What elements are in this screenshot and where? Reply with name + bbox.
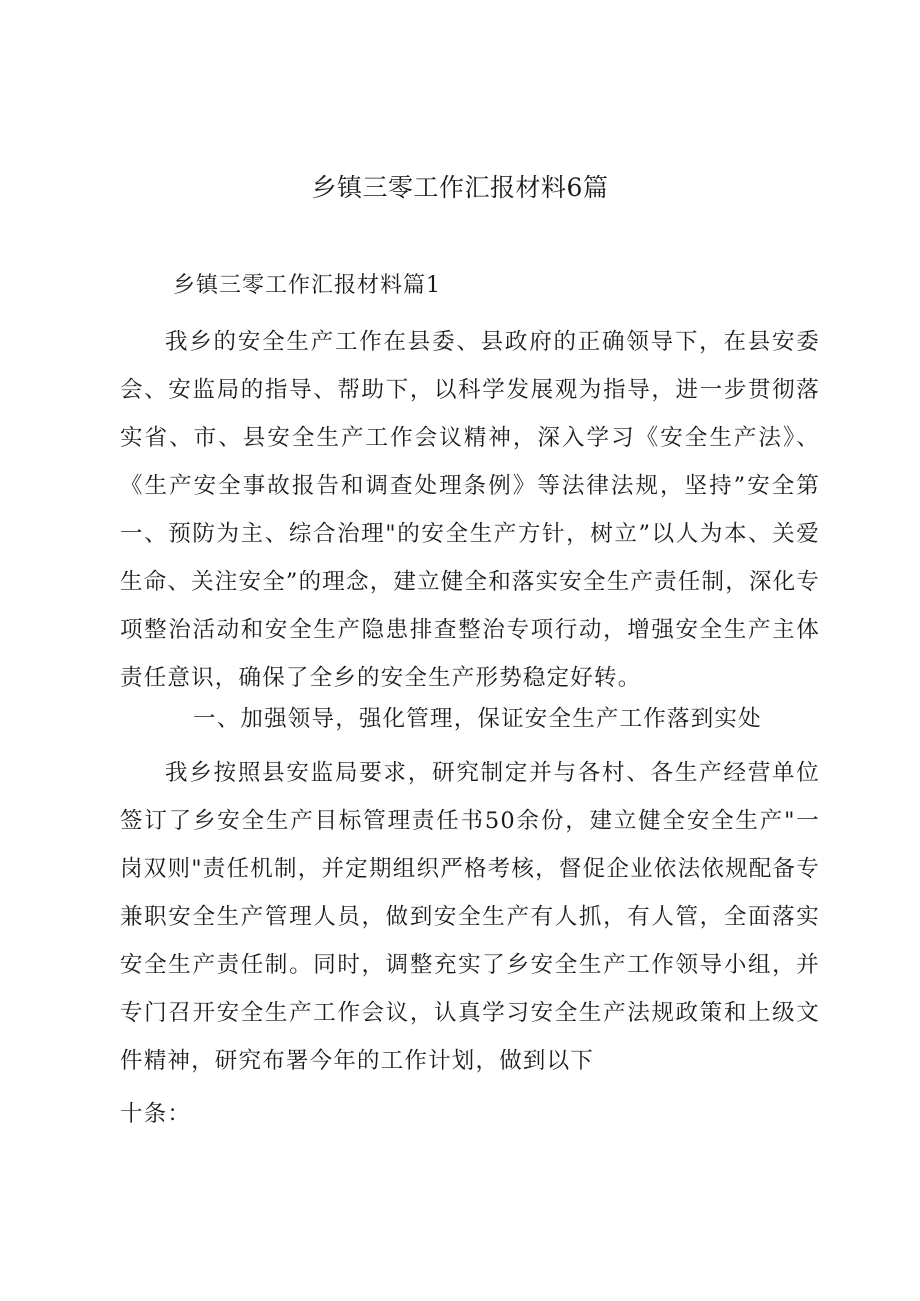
body-paragraph-2: 我乡按照县安监局要求，研究制定并与各村、各生产经营单位签订了乡安全生产目标管理责任书50余份，建立健全安全生产"一岗双则"责任机制，并定期组织严格考核，督促企业依法依规配备专兼职安全生产管理人员，做到安全生产有人抓，有人管，全面落实安全生产责任制。同时，调整充实了乡安全生产工作领导小组，并专门召开安全生产工作会议，认真学习安全生产法规政策和上级文件精神，研究布署今年的工作计划，做到以下	[120, 760, 820, 1074]
document-title: 乡镇三零工作汇报材料6篇	[311, 173, 609, 202]
trailing-text: 十条：	[120, 1101, 192, 1127]
body-paragraph-1: 我乡的安全生产工作在县委、县政府的正确领导下，在县安委会、安监局的指导、帮助下，以科学发展观为指导，进一步贯彻落实省、市、县安全生产工作会议精神，深入学习《安全生产法》、《生产安全事故报告和调查处理条例》等法律法规，坚持”安全第一、预防为主、综合治理"的安全生产方针，树立”以人为本、关爱生命、关注安全”的理念，建立健全和落实安全生产责任制，深化专项整治活动和安全生产隐患排查整治专项行动，增强安全生产主体责任意识，确保了全乡的安全生产形势稳定好转。	[120, 329, 821, 691]
section-title: 乡镇三零工作汇报材料篇1	[173, 273, 441, 298]
section-heading-1: 一、加强领导，强化管理，保证安全生产工作落到实处	[193, 706, 762, 732]
